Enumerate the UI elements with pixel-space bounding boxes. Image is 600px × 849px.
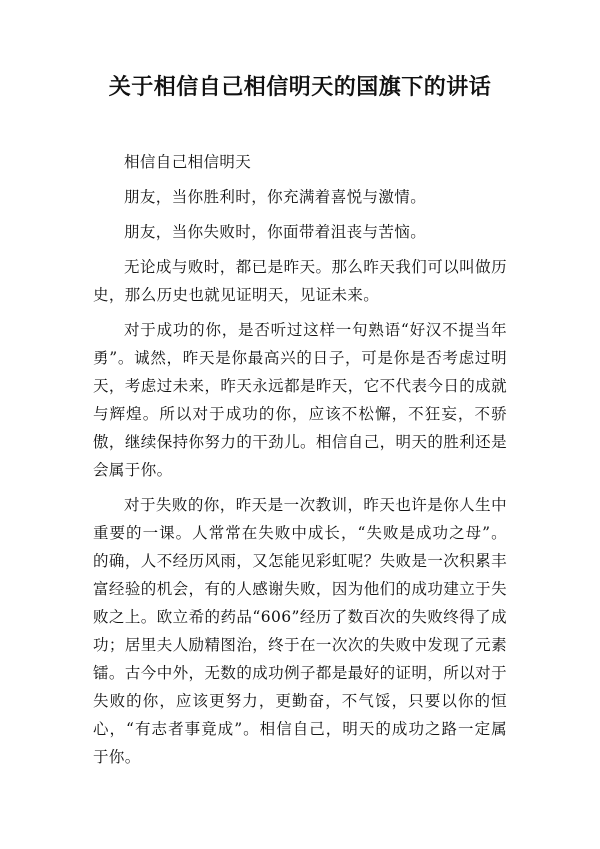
- paragraph-subtitle: 相信自己相信明天: [124, 153, 252, 171]
- document-body: [93, 148, 507, 778]
- paragraph: 朋友，当你失败时，你面带着沮丧与苦恼。: [124, 223, 427, 241]
- paragraph: 对于成功的你，是否听过这样一句熟语“好汉不提当年勇”。诚然，昨天是你最高兴的日子，可是你是否考虑过明天，考虑过未来，昨天永远都是昨天，它不代表今日的成就与辉煌。所以对于成功的你，应该不松懈，不狂妄，不骄傲，继续保持你努力的干劲儿。相信自己，明天的胜利还是会属于你。: [93, 321, 507, 479]
- paragraph: 对于失败的你，昨天是一次教训，昨天也许是你人生中重要的一课。人常常在失败中成长，“失败是成功之母”。的确，人不经历风雨，又怎能见彩虹呢？失败是一次积累丰富经验的机会，有的人感谢失败，因为他们的成功建立于失败之上。欧立希的药品“606”经历了数百次的失败终得了成功；居里夫人励精图治，终于在一次次的失败中发现了元素镭。古今中外，无数的成功例子都是最好的证明，所以对于失败的你，应该更努力，更勤奋，不气馁，只要以你的恒心，“有志者事竟成”。相信自己，明天的成功之路一定属于你。: [93, 496, 507, 766]
- paragraph: 无论成与败时，都已是昨天。那么昨天我们可以叫做历史，那么历史也就见证明天，见证未来。: [93, 258, 507, 304]
- paragraph: 朋友，当你胜利时，你充满着喜悦与激情。: [124, 188, 427, 206]
- document-title: 关于相信自己相信明天的国旗下的讲话: [108, 74, 492, 100]
